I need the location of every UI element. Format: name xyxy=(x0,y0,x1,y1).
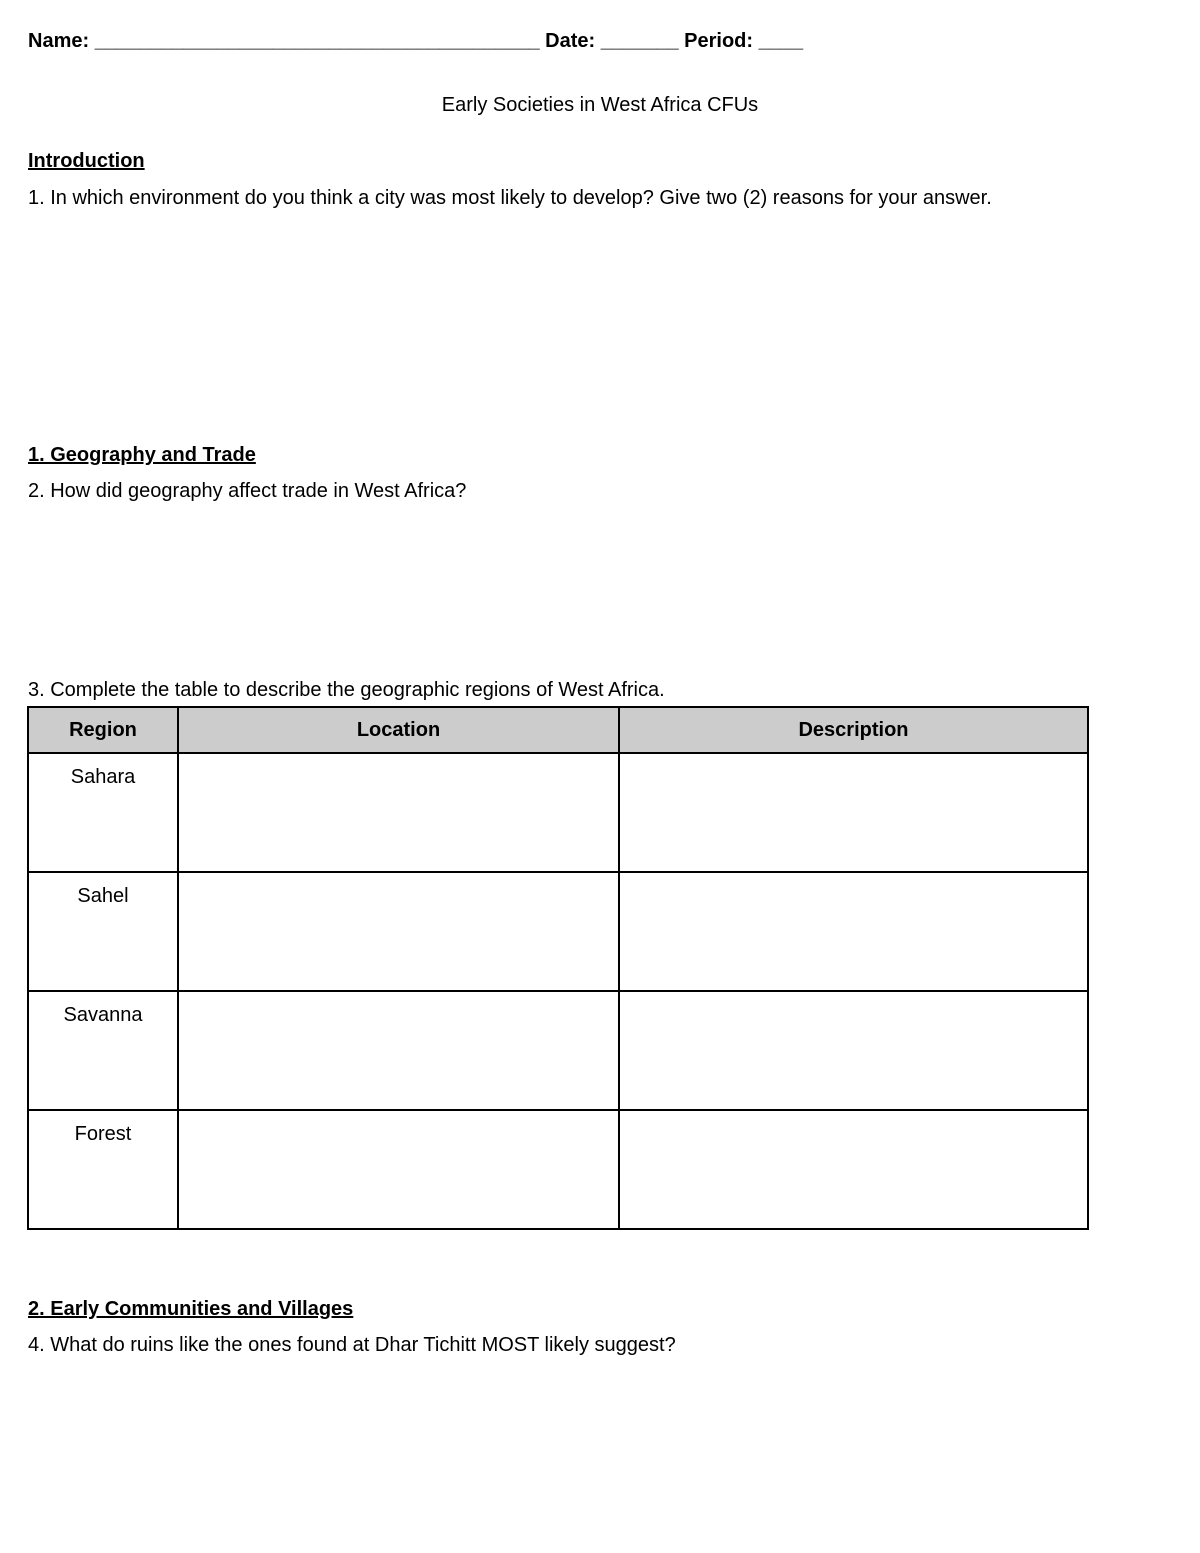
table-header-row xyxy=(28,707,1088,753)
question-2: 2. How did geography affect trade in West Africa? xyxy=(28,480,467,502)
description-answer-cell[interactable] xyxy=(619,872,1088,991)
table-row xyxy=(28,753,1088,872)
heading-geography-trade: 1. Geography and Trade xyxy=(28,444,256,466)
regions-table xyxy=(27,706,1089,1230)
heading-introduction: Introduction xyxy=(28,150,145,172)
header-description: Description xyxy=(619,707,1088,753)
table-row xyxy=(28,872,1088,991)
location-answer-cell[interactable] xyxy=(178,1110,619,1229)
student-info-line: Name: ________________________________________ Date: _______ Period: ____ xyxy=(28,30,804,52)
region-name: Sahel xyxy=(28,872,178,991)
description-answer-cell[interactable] xyxy=(619,1110,1088,1229)
question-3: 3. Complete the table to describe the geographic regions of West Africa. xyxy=(28,679,665,701)
table-row xyxy=(28,1110,1088,1229)
table-row xyxy=(28,991,1088,1110)
question-4: 4. What do ruins like the ones found at Dhar Tichitt MOST likely suggest? xyxy=(28,1334,676,1356)
header-location: Location xyxy=(178,707,619,753)
description-answer-cell[interactable] xyxy=(619,991,1088,1110)
description-answer-cell[interactable] xyxy=(619,753,1088,872)
question-1: 1. In which environment do you think a city was most likely to develop? Give two (2) reasons for your answer. xyxy=(28,187,992,209)
header-region: Region xyxy=(28,707,178,753)
document-title: Early Societies in West Africa CFUs xyxy=(441,94,759,116)
heading-early-communities: 2. Early Communities and Villages xyxy=(28,1298,354,1320)
location-answer-cell[interactable] xyxy=(178,872,619,991)
location-answer-cell[interactable] xyxy=(178,991,619,1110)
location-answer-cell[interactable] xyxy=(178,753,619,872)
region-name: Forest xyxy=(28,1110,178,1229)
region-name: Savanna xyxy=(28,991,178,1110)
region-name: Sahara xyxy=(28,753,178,872)
